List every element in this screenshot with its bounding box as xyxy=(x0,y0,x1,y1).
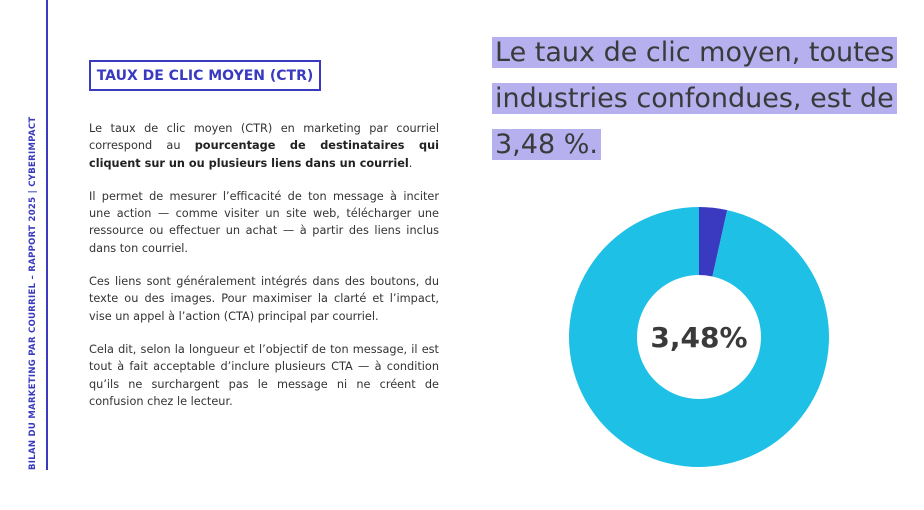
paragraph-definition xyxy=(89,120,439,172)
paragraph-definition-bold: pourcentage de destinataires qui cliquent sur un ou plusieurs liens dans un courriel xyxy=(89,139,440,170)
paragraph-purpose: Il permet de mesurer l’efficacité de ton message à inciter une action — comme visiter un site web, télécharger une ressource ou effectuer un achat — à partir des liens inclus dans ton courriel. xyxy=(89,189,439,255)
headline-text: Le taux de clic moyen, toutes industries confondues, est de 3,48 %. xyxy=(492,37,897,160)
paragraph-definition-end: . xyxy=(408,156,413,170)
donut-center-label: 3,48% xyxy=(650,320,748,354)
paragraph-multiple-cta: Cela dit, selon la longueur et l’objectif de ton message, il est tout à fait acceptable d’inclure plusieurs CTA — à condition qu’ils ne surchargent pas le message ni ne créent de confusion chez le lecteur. xyxy=(89,342,439,408)
paragraph-definition-text: Le taux de clic moyen (CTR) en marketing par courriel correspond au xyxy=(89,122,439,153)
paragraph-links: Ces liens sont généralement intégrés dans des boutons, du texte ou des images. Pour maximiser la clarté et l’impact, vise un appel à l’action (CTA) principal par courriel. xyxy=(89,275,439,323)
body-text xyxy=(89,120,439,426)
headline xyxy=(492,30,912,168)
report-vertical-caption: BILAN DU MARKETING PAR COURRIEL – RAPPORT 2025 | CYBERIMPACT xyxy=(28,116,38,470)
section-title: TAUX DE CLIC MOYEN (CTR) xyxy=(89,60,321,91)
sidebar-divider-line xyxy=(46,0,48,470)
ctr-donut-chart xyxy=(568,206,830,468)
